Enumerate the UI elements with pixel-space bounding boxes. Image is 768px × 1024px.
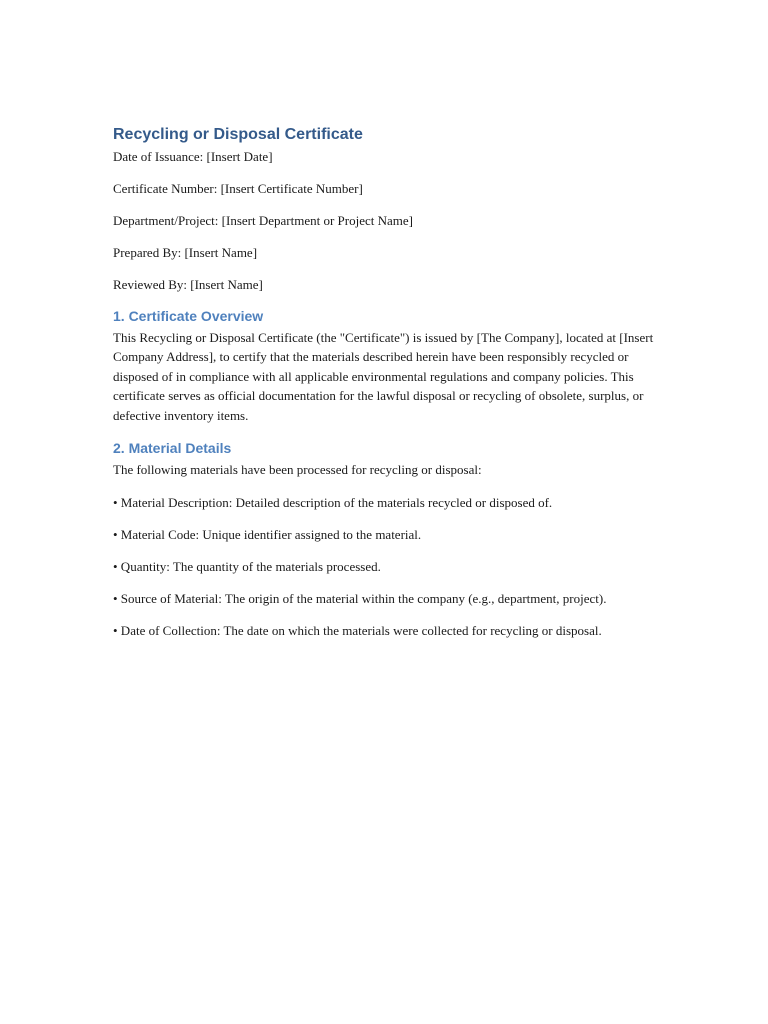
reviewed-by: Reviewed By: [Insert Name]: [113, 277, 263, 292]
section-heading-certificate-overview: 1. Certificate Overview: [113, 307, 264, 324]
bullet-material-code: • Material Code: Unique identifier assigned to the material.: [113, 526, 422, 542]
date-of-issuance: Date of Issuance: [Insert Date]: [113, 149, 273, 164]
bullet-date-of-collection: • Date of Collection: The date on which the materials were collected for recycling or disposal.: [113, 622, 602, 638]
material-details-intro: The following materials have been processed for recycling or disposal:: [113, 462, 482, 477]
bullet-material-description: • Material Description: Detailed description of the materials recycled or disposed of.: [113, 494, 553, 510]
document-body: [113, 124, 658, 653]
certificate-overview-paragraph: This Recycling or Disposal Certificate (the "Certificate") is issued by [The Company], located at [Insert Company Address], to certify that the materials described herein have been responsibly recycled or disposed of in compliance with all applicable environmental regulations and company policies. This certificate serves as official documentation for the lawful disposal or recycling of obsolete, surplus, or defective inventory items.: [113, 329, 654, 423]
bullet-quantity: • Quantity: The quantity of the materials processed.: [113, 558, 381, 574]
department-project: Department/Project: [Insert Department or Project Name]: [113, 213, 413, 228]
prepared-by: Prepared By: [Insert Name]: [113, 245, 258, 260]
certificate-number: Certificate Number: [Insert Certificate Number]: [113, 181, 363, 196]
section-heading-material-details: 2. Material Details: [113, 440, 232, 456]
document-title: Recycling or Disposal Certificate: [113, 126, 363, 143]
bullet-source-of-material: • Source of Material: The origin of the material within the company (e.g., department, project).: [113, 590, 607, 606]
